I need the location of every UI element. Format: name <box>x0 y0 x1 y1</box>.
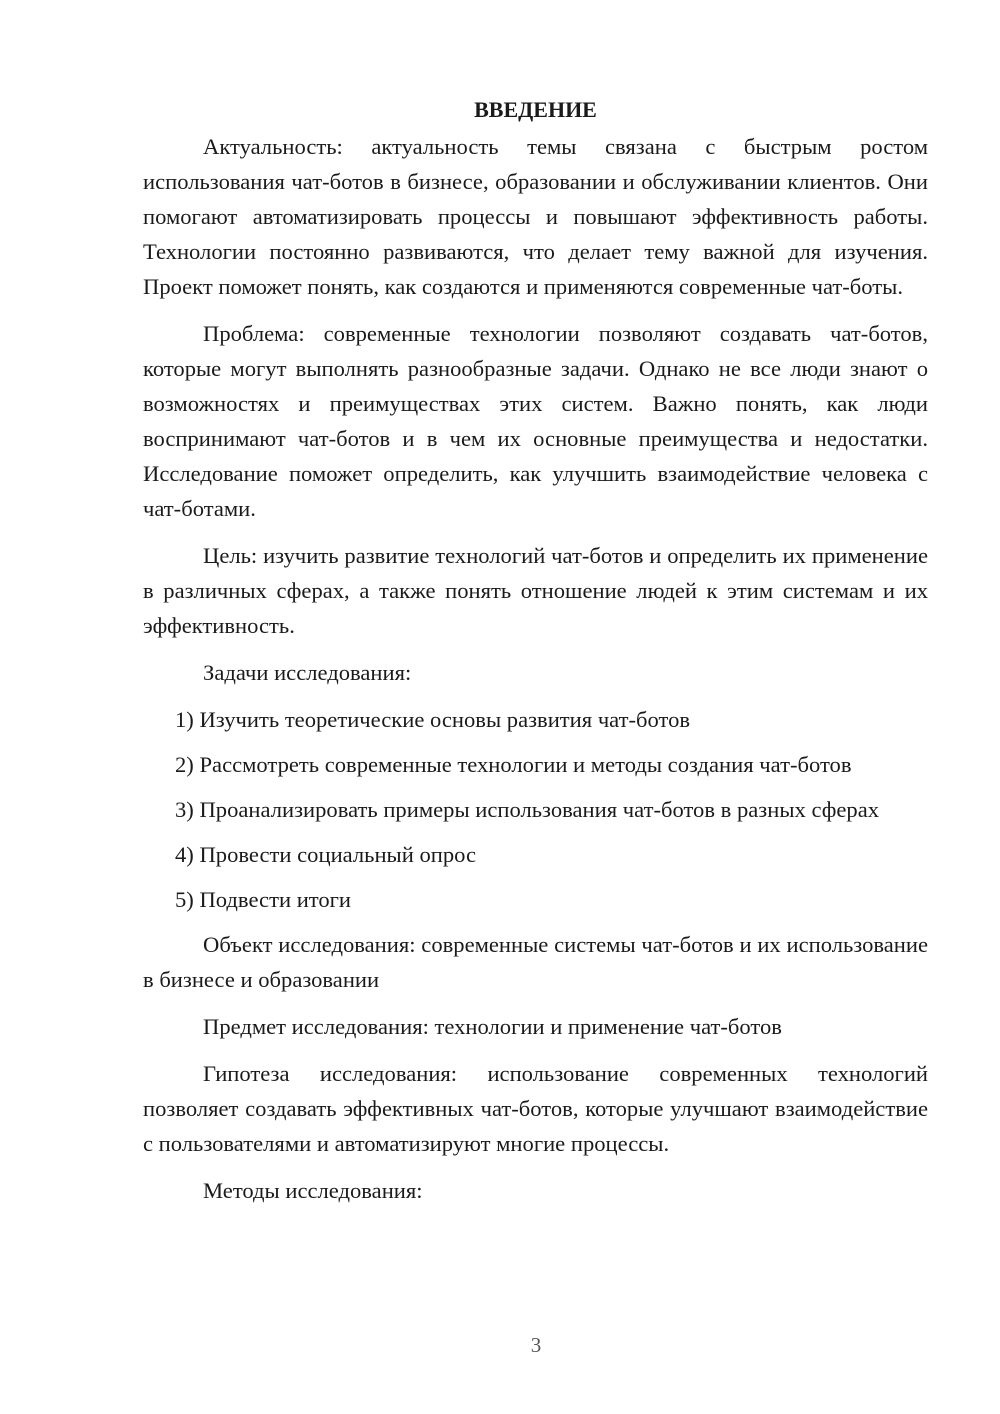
paragraph-relevance: Актуальность: актуальность темы связана с быстрым ростом использования чат-ботов в бизнесе, образовании и обслуживании клиентов. Они помогают автоматизировать процессы и повышают эффективность работы. Технологии постоянно развиваются, что делает тему важной для изучения. Проект поможет понять, как создаются и применяются современные чат-боты. <box>143 134 928 299</box>
paragraph-object: Объект исследования: современные системы чат-ботов и их использование в бизнесе и образовании <box>143 932 928 992</box>
task-item-3: 3) Проанализировать примеры использования чат-ботов в разных сферах <box>175 797 880 822</box>
paragraph-problem: Проблема: современные технологии позволяют создавать чат-ботов, которые могут выполнять разнообразные задачи. Однако не все люди знают о возможностях и преимуществах этих систем. Важно понять, как люди воспринимают чат-ботов и в чем их основные преимущества и недостатки. Исследование поможет определить, как улучшить взаимодействие человека с чат-ботами. <box>143 321 928 521</box>
page-title: ВВЕДЕНИЕ <box>474 97 597 122</box>
task-item-2: 2) Рассмотреть современные технологии и методы создания чат-ботов <box>175 752 852 777</box>
paragraph-subject: Предмет исследования: технологии и применение чат-ботов <box>203 1014 782 1039</box>
document-page <box>143 92 928 1220</box>
page-number: 3 <box>530 1333 542 1357</box>
task-item-4: 4) Провести социальный опрос <box>175 842 477 867</box>
paragraph-hypothesis: Гипотеза исследования: использование современных технологий позволяет создавать эффективных чат-ботов, которые улучшают взаимодействие с пользователями и автоматизируют многие процессы. <box>143 1061 928 1156</box>
task-item-5: 5) Подвести итоги <box>175 887 352 912</box>
paragraph-tasks-heading: Задачи исследования: <box>203 660 412 685</box>
paragraph-goal: Цель: изучить развитие технологий чат-ботов и определить их применение в различных сферах, а также понять отношение людей к этим системам и их эффективность. <box>143 543 928 638</box>
task-item-1: 1) Изучить теоретические основы развития чат-ботов <box>175 707 691 732</box>
paragraph-methods: Методы исследования: <box>203 1178 423 1203</box>
